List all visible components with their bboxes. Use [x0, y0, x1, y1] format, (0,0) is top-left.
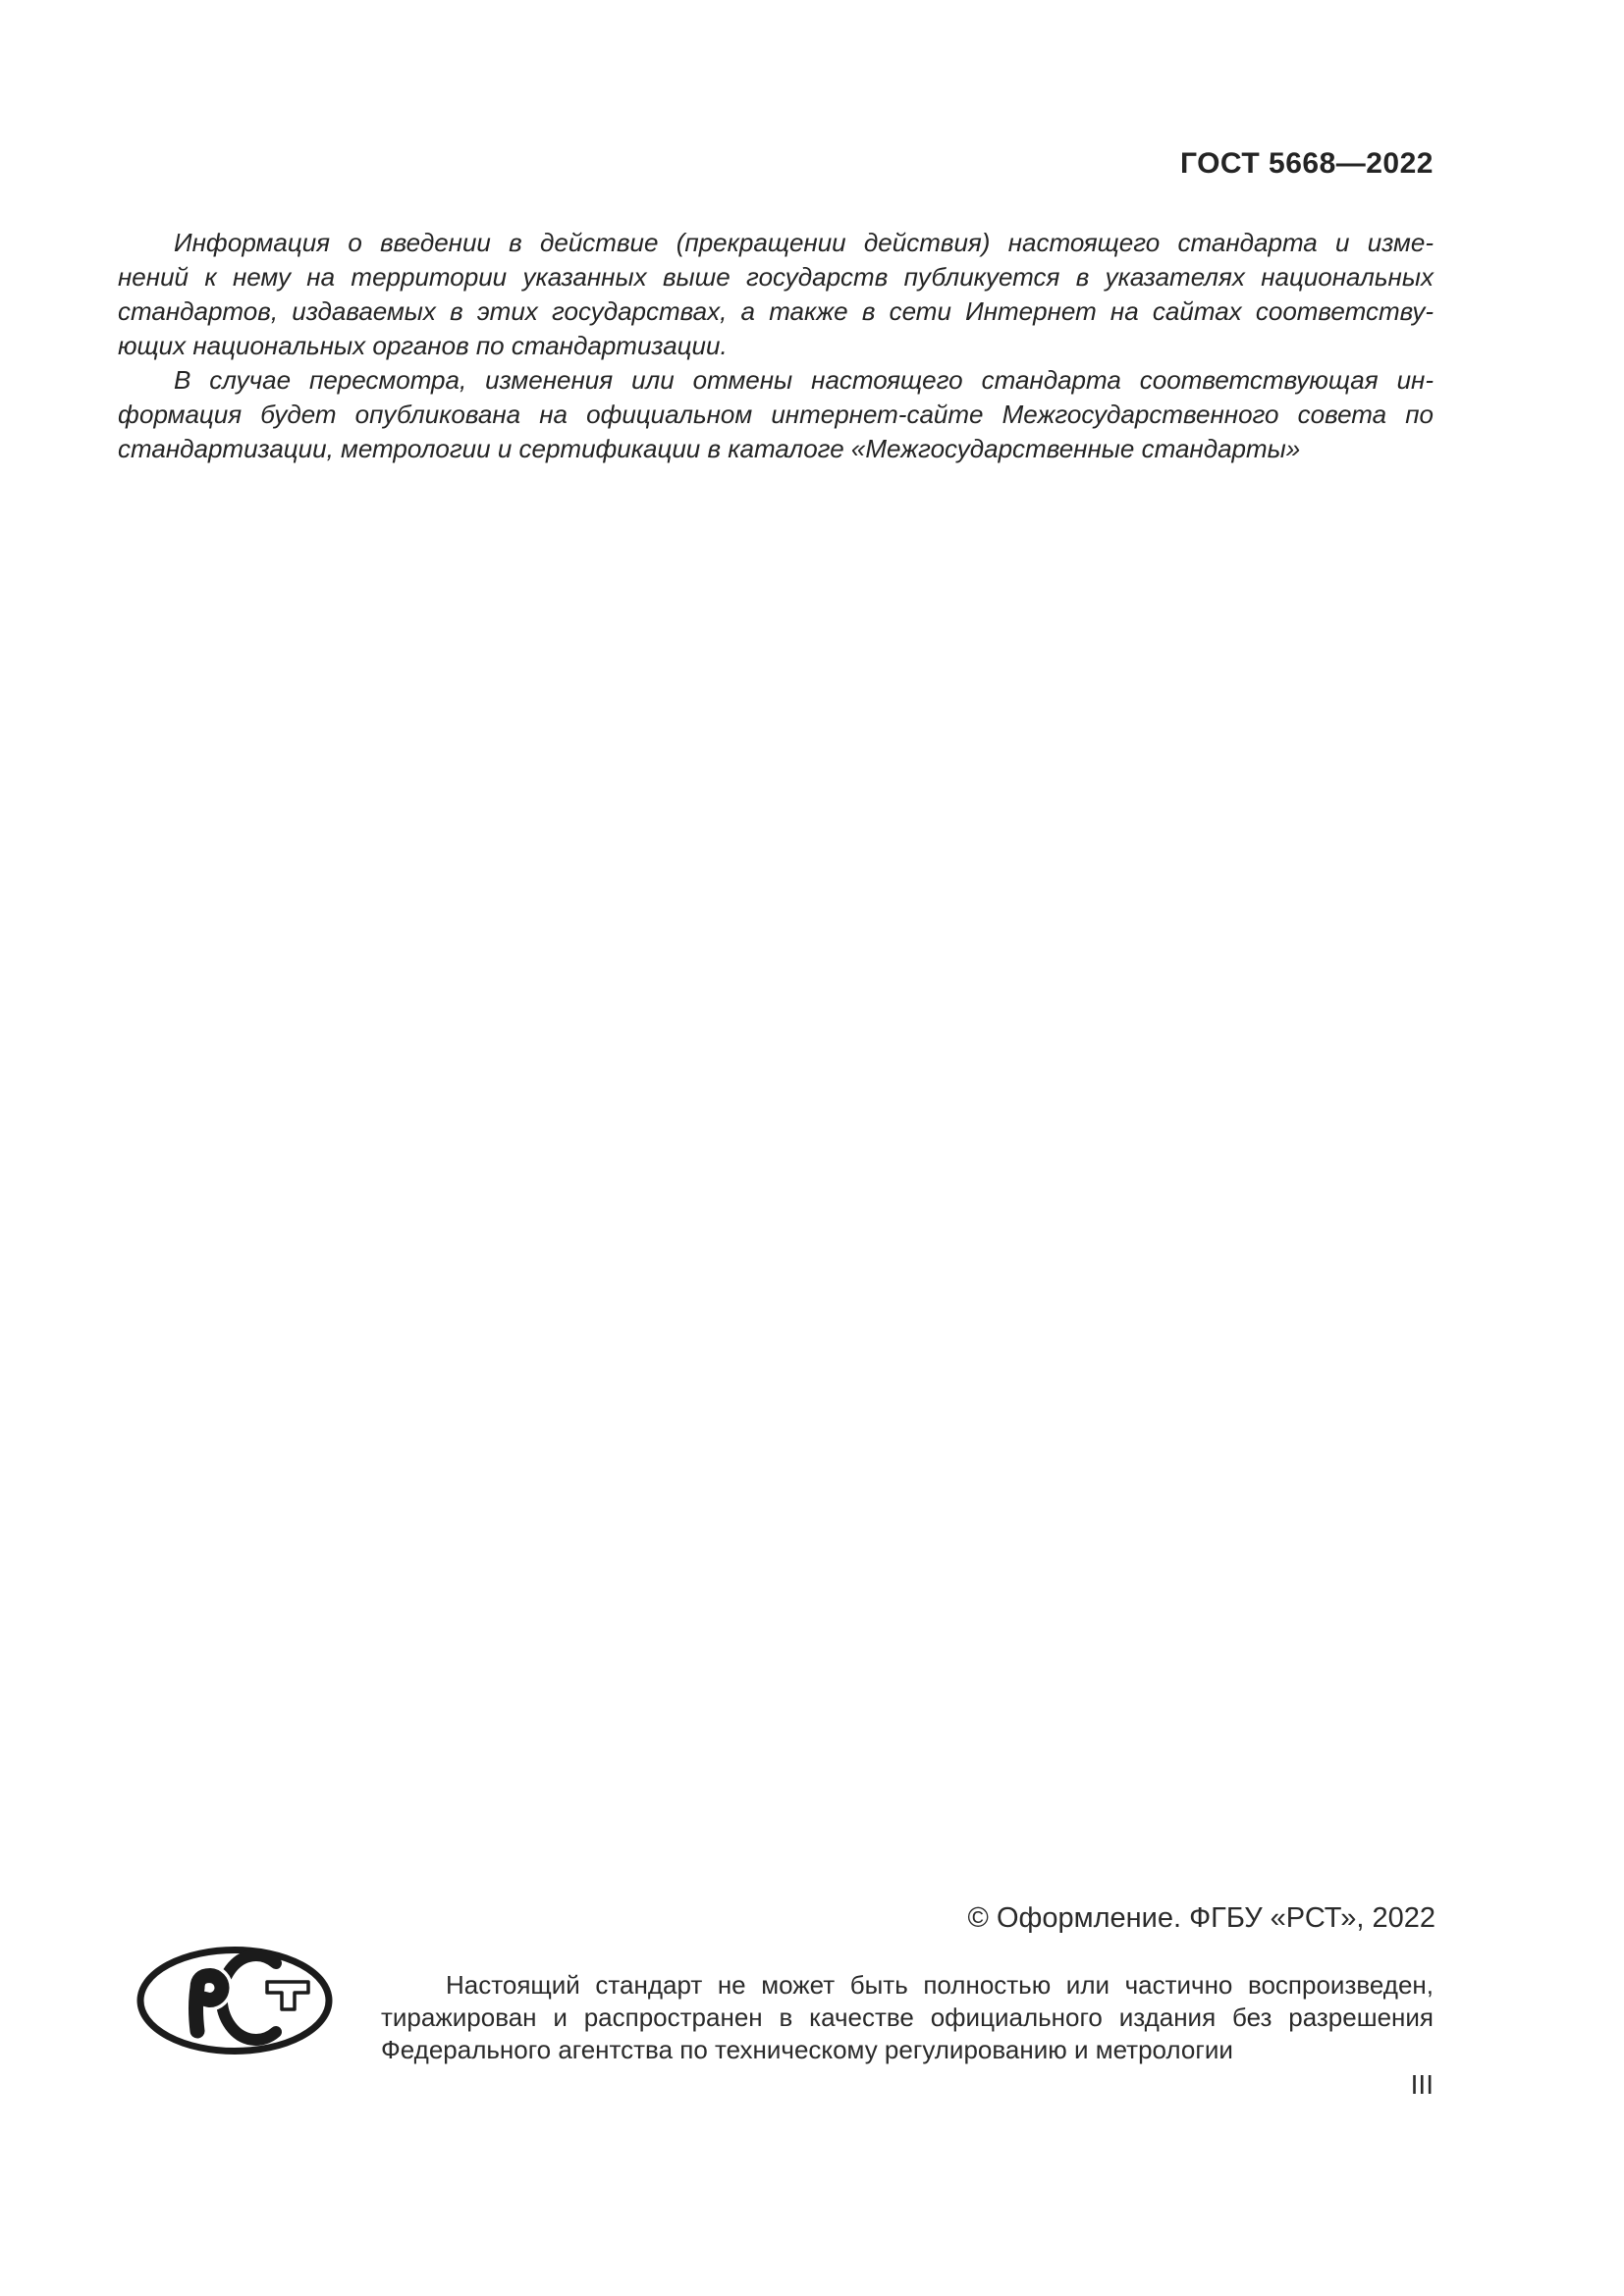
text-line: тиражирован и распространен в качестве официального издания без разрешения	[381, 2002, 1434, 2032]
reproduction-notice	[381, 1969, 1434, 2066]
text-line: Информация о введении в действие (прекращении действия) настоящего стандарта и изме-	[174, 228, 1434, 257]
page-number: III	[1410, 2069, 1434, 2100]
intro-block	[118, 226, 1434, 466]
logo-letter-t	[267, 1982, 308, 2009]
copyright-notice: © Оформление. ФГБУ «РСТ», 2022	[967, 1902, 1435, 1934]
text-line: В случае пересмотра, изменения или отмены настоящего стандарта соответствующая ин-	[174, 365, 1434, 395]
text-line: Федерального агентства по техническому регулированию и метрологии	[381, 2035, 1233, 2064]
standard-designation: ГОСТ 5668—2022	[1179, 147, 1434, 180]
text-line: формация будет опубликована на официальном интернет-сайте Межгосударственного совета по	[118, 400, 1434, 429]
text-line: нений к нему на территории указанных выше государств публикуется в указателях национальных	[118, 262, 1434, 292]
paragraph-publication-info	[118, 226, 1434, 363]
paragraph-revision-info	[118, 363, 1434, 466]
text-line: стандартов, издаваемых в этих государствах, а также в сети Интернет на сайтах соответству-	[118, 296, 1434, 326]
text-line: стандартизации, метрологии и сертификации в каталоге «Межгосударственные стандарты»	[118, 434, 1301, 463]
text-line: ющих национальных органов по стандартизации.	[118, 331, 728, 360]
text-line: Настоящий стандарт не может быть полностью или частично воспроизведен,	[446, 1970, 1434, 2000]
rst-rosstandart-logo-icon	[135, 1947, 334, 2055]
